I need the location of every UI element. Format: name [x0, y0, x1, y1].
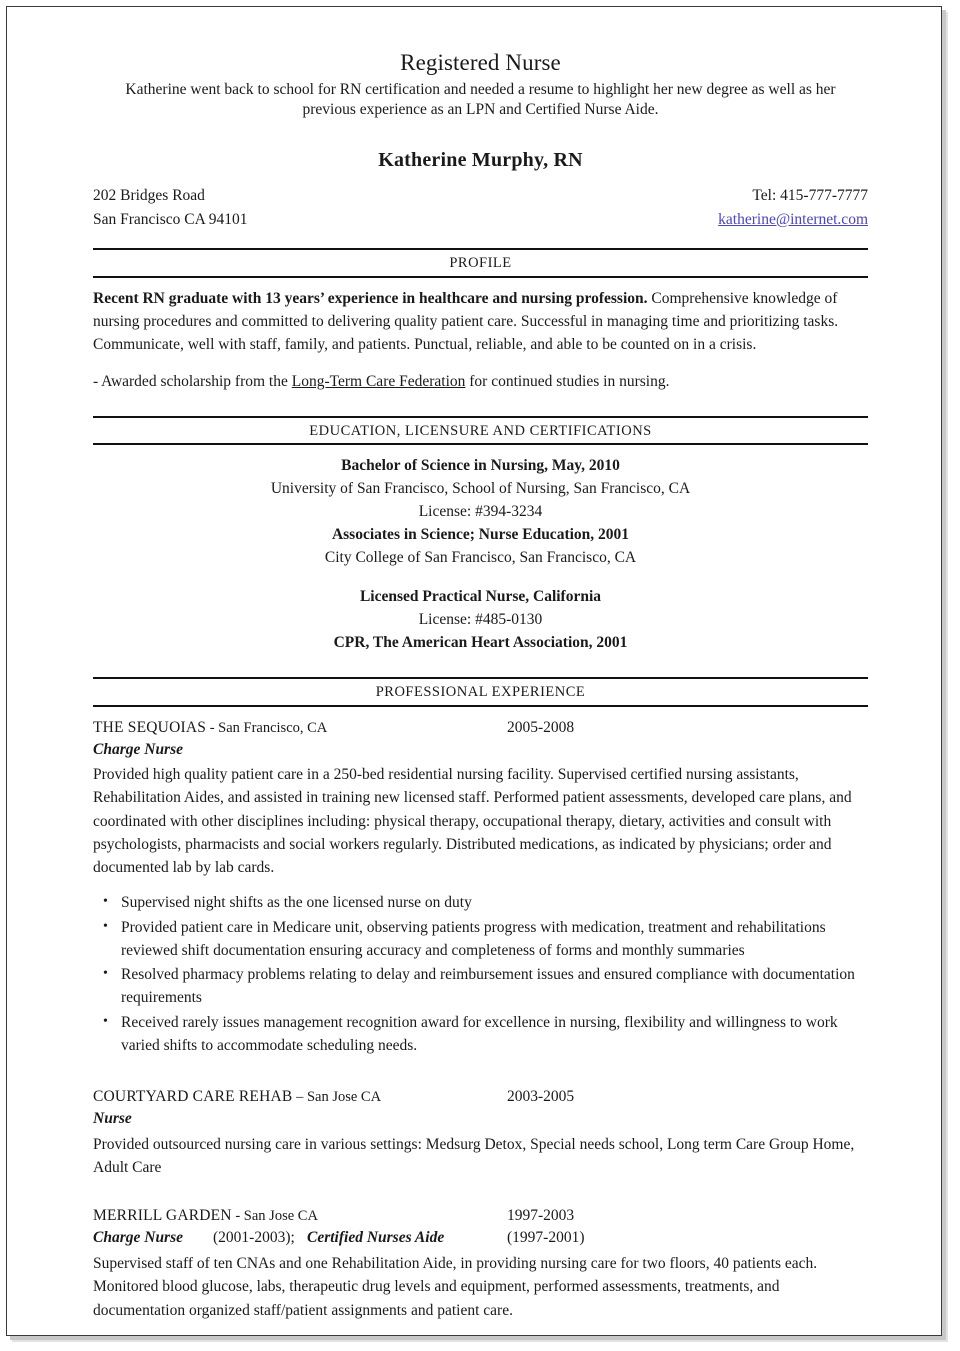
section-title-profile: PROFILE: [449, 254, 512, 271]
spacer: [93, 570, 868, 586]
job-role-secondary-dates: (1997-2001): [507, 1229, 585, 1247]
job-role: Charge Nurse: [93, 740, 184, 758]
job-role-secondary: Certified Nurses Aide: [307, 1229, 445, 1247]
section-profile-header: [93, 248, 868, 278]
rule-bottom: [93, 705, 868, 707]
profile-lead: Recent RN graduate with 13 years’ experience in healthcare and nursing profession.: [93, 289, 648, 307]
employer-location: - San Jose CA: [231, 1208, 318, 1225]
job-employer: [93, 1086, 381, 1108]
contact-address: [93, 184, 248, 232]
job-description: Supervised staff of ten CNAs and one Rehabilitation Aide, in providing nursing care for two floors, 40 patients each. Monitored blood glucose, labs, therapeutic drug levels and equipment, performed assessments, treatments, and documentation organized staff/patient assignments and patient care.: [93, 1255, 818, 1319]
list-item: • Supervised night shifts as the one licensed nurse on duty: [93, 891, 868, 914]
job-header: [93, 717, 868, 739]
job-entry: [93, 1086, 868, 1179]
job-dates: 2003-2005: [507, 1088, 575, 1106]
education-line: Licensed Practical Nurse, California: [359, 588, 602, 606]
page-subtitle: Katherine went back to school for RN certification and needed a resume to highlight her new degree as well as her previous experience as an LPN and Certified Nurse Aide.: [125, 80, 836, 119]
employer-name: COURTYARD CARE REHAB: [93, 1088, 293, 1106]
job-employer: [93, 717, 327, 739]
section-title-experience: PROFESSIONAL EXPERIENCE: [375, 683, 586, 700]
section-experience-header: [93, 677, 868, 707]
list-item: • Received rarely issues management recognition award for excellence in nursing, flexibility and willingness to work varied shifts to accommodate scheduling needs.: [93, 1011, 868, 1058]
rule-bottom: [93, 276, 868, 278]
job-employer: [93, 1205, 318, 1227]
education-entries: [93, 455, 868, 655]
page-title: Registered Nurse: [400, 50, 561, 75]
job-bullet-list: [93, 891, 868, 1057]
education-line: City College of San Francisco, San Francisco, CA: [324, 549, 637, 567]
profile-body: Comprehensive knowledge of nursing procedures and committed to delivering quality patient care. Successful in managing time and prioritizing tasks. Communicate, well with staff, family, and patients. Punctual, reliable, and able to be counted on in a crisis.: [93, 289, 839, 354]
profile-award-note: [93, 370, 868, 393]
education-line: University of San Francisco, School of Nursing, San Francisco, CA: [270, 480, 691, 498]
education-line: License: #485-0130: [418, 611, 543, 628]
employer-name: MERRILL GARDEN: [93, 1207, 232, 1225]
candidate-name: Katherine Murphy, RN: [378, 148, 583, 171]
award-note-prefix: - Awarded scholarship from the: [93, 373, 292, 391]
education-line: Bachelor of Science in Nursing, May, 2010: [341, 457, 620, 475]
employer-location: - San Francisco, CA: [206, 719, 328, 736]
spacer: [93, 1179, 868, 1205]
email-link[interactable]: katherine@internet.com: [718, 210, 868, 228]
job-description: Provided high quality patient care in a 250-bed residential nursing facility. Supervised certified nursing assistants, Rehabilitation Aides, and assisted in training new licensed staff. Performed patient assessments, developed care plans, and coordinated with other disciplines including: physical therapy, occupational therapy, dietary, activities and consult with psychologists, pharmacists and social workers regularly. Distributed medications, as indicated by physicians; order and documented lab by lab cards.: [93, 766, 852, 877]
phone-number: Tel: 415-777-7777: [752, 186, 868, 204]
address-line-2: San Francisco CA 94101: [93, 210, 248, 228]
contact-block: [93, 184, 868, 232]
job-role: Nurse: [93, 1110, 132, 1128]
employer-location: – San Jose CA: [292, 1089, 382, 1106]
address-line-1: 202 Bridges Road: [93, 186, 205, 204]
job-dates: 1997-2003: [507, 1207, 575, 1225]
contact-details: [718, 184, 868, 232]
rule-bottom: [93, 443, 868, 445]
spacer: [93, 1058, 868, 1074]
award-note-suffix: for continued studies in nursing.: [465, 373, 670, 391]
award-note-organization: Long-Term Care Federation: [291, 373, 466, 391]
job-entry: [93, 1205, 868, 1322]
profile-paragraph: [93, 287, 868, 357]
list-item: • Resolved pharmacy problems relating to delay and reimbursement issues and ensured compliance with documentation requirements: [93, 963, 868, 1010]
job-description: Provided outsourced nursing care in various settings: Medsurg Detox, Special needs school, Long term Care Group Home, Adult Care: [93, 1135, 855, 1176]
job-role-primary-dates: (2001-2003);: [213, 1229, 295, 1247]
job-header: [93, 1086, 868, 1108]
job-header: [93, 1205, 868, 1227]
education-line: License: #394-3234: [418, 503, 543, 521]
employer-name: THE SEQUOIAS: [93, 718, 207, 736]
resume-page: [6, 6, 942, 1336]
education-line: Associates in Science; Nurse Education, 2001: [331, 526, 630, 544]
section-education-header: [93, 416, 868, 446]
job-entry: [93, 717, 868, 1057]
section-title-education: EDUCATION, LICENSURE AND CERTIFICATIONS: [309, 422, 652, 439]
list-item: • Provided patient care in Medicare unit, observing patients progress with medication, treatment and rehabilitations reviewed shift documentation ensuring accuracy and completeness of forms and monthly summaries: [93, 916, 868, 963]
resume-content: [93, 49, 868, 1322]
education-line: CPR, The American Heart Association, 2001: [333, 633, 628, 651]
job-dates: 2005-2008: [507, 718, 575, 736]
job-role-primary: Charge Nurse: [93, 1229, 184, 1247]
job-role-row: [93, 1227, 868, 1250]
